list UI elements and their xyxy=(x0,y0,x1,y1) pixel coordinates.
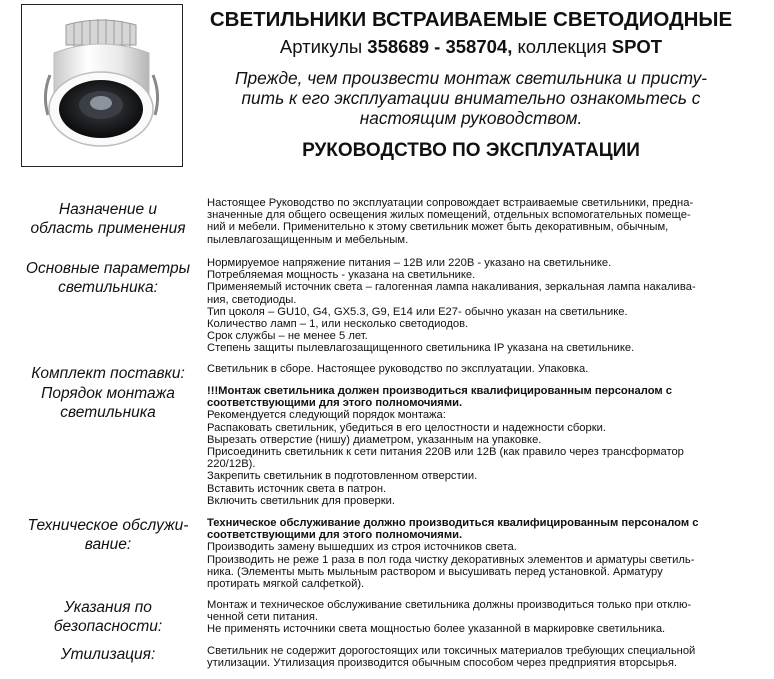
section-label-kit: Комплект поставки: xyxy=(31,365,185,382)
section-label-disposal: Утилизация: xyxy=(60,646,156,663)
section-text-purpose: Настоящее Руководство по эксплуатации сопровождает встраиваемые светильники, предна- значенные для общего освещения жилых помещений, отдельных вспомогательных помеще- ний и мебели. Применительно к этому светильник может быть декоративным, обычным, пылевлагозащищенным и мебельным. xyxy=(207,197,694,246)
section-label-safety: Указания по безопасности: xyxy=(53,599,163,635)
collection-prefix: коллекция xyxy=(512,36,612,57)
document-title: СВЕТИЛЬНИКИ ВСТРАИВАЕМЫЕ СВЕТОДИОДНЫЕ xyxy=(209,8,733,31)
downlight-image xyxy=(22,5,181,165)
collection-name: SPOT xyxy=(611,36,663,57)
preface-warning xyxy=(190,68,752,128)
warning-line: настоящим руководством. xyxy=(359,108,583,128)
document-header xyxy=(190,8,752,163)
section-text-disposal: Светильник не содержит дорогостоящих или токсичных материалов требующих специальной утилизации. Утилизация производится обычным способом через предприятия вторсырья. xyxy=(207,645,696,670)
section-label-parameters: Основные параметры светильника: xyxy=(25,260,191,296)
section-text-kit: Светильник в сборе. Настоящее руководство по эксплуатации. Упаковка. xyxy=(207,363,589,375)
section-label-installation: Порядок монтажа светильника xyxy=(41,385,175,421)
warning-line: Прежде, чем произвести монтаж светильника и присту- xyxy=(235,68,707,88)
articles-range: 358689 - 358704, xyxy=(367,36,513,57)
product-photo xyxy=(21,4,183,167)
section-text-parameters: Нормируемое напряжение питания – 12В или 220В - указано на светильнике. Потребляемая мощность - указана на светильнике. Применяемый источник света – галогенная лампа накаливания, зеркальная лампа накалива- ния, светодиоды. Тип цоколя – GU10, G4, GX5.3, G9, E14 или E27- обычно указан на светильнике. Количество ламп – 1, или несколько светодиодов. Срок службы – не менее 5 лет. Степень защиты пылевлагозащищенного светильника IP указана на светильнике. xyxy=(207,257,696,355)
section-text-installation: !!!Монтаж светильника должен производиться квалифицированным персоналом с соответствующими для этого полномочиями. Рекомендуется следующий порядок монтажа: Распаковать светильник, убедиться в его целостности и надежности сборки. Вырезать отверстие (нишу) диаметром, указанным на упаковке. Присоединить светильник к сети питания 220В или 12В (как правило через трансформатор 220/12В). Закрепить светильник в подготовленном отверстии. Вставить источник света в патрон. Включить светильник для проверки. xyxy=(207,385,684,507)
article-numbers xyxy=(190,35,752,59)
warning-line: пить к его эксплуатации внимательно ознакомьтесь с xyxy=(241,88,701,108)
section-text-safety: Монтаж и техническое обслуживание светильника должны производиться только при отклю- ченной сети питания. Не применять источники света мощностью более указанной в маркировке светильника. xyxy=(207,599,692,636)
section-text-service: Техническое обслуживание должно производиться квалифицированным персоналом с соответствующими для этого полномочиями. Производить замену вышедших из строя источников света. Производить не реже 1 раза в пол года чистку декоративных элементов и арматуры светиль- ника. (Элементы мыть мыльным раствором и высушивать перед установкой. Арматуру протирать мягкой салфеткой). xyxy=(207,517,699,591)
manual-title: РУКОВОДСТВО ПО ЭКСПЛУАТАЦИИ xyxy=(302,140,640,161)
section-label-purpose: Назначение и область применения xyxy=(30,201,186,237)
articles-prefix: Артикулы xyxy=(279,36,368,57)
section-label-service: Техническое обслужи- вание: xyxy=(27,517,189,553)
